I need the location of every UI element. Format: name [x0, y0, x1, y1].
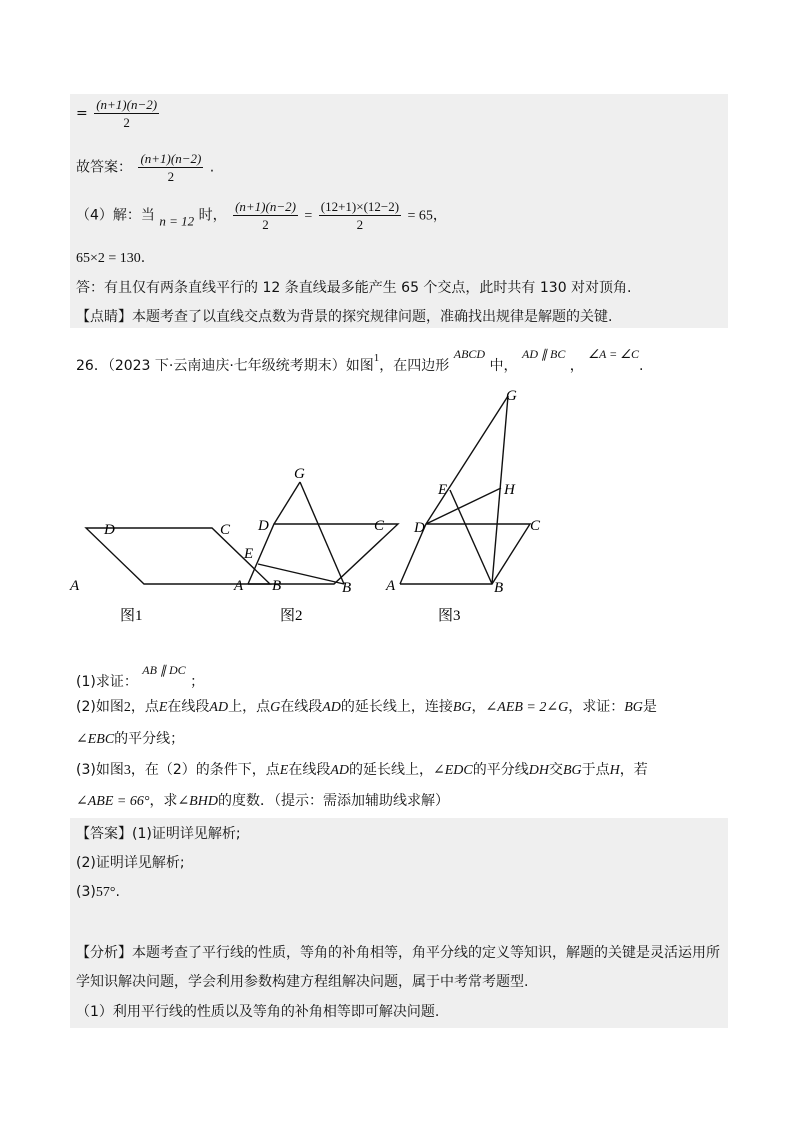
- analysis-line-2: 学知识解决问题，学会利用参数构建方程组解决问题，属于中考常考题型.: [76, 974, 529, 990]
- fig3-label: 图3: [438, 608, 461, 624]
- fig3-point-E: E: [438, 482, 448, 498]
- fraction: $\frac{(n+1)(n-2)}{2}$: [140, 151, 202, 184]
- fig2-point-A: A: [234, 578, 244, 594]
- geometry-figures: [60, 378, 620, 628]
- fig1-label: 图1: [120, 608, 143, 624]
- part-3-line1: (3)如图3，在（2）的条件下，点E在线段AD的延长线上，∠EDC的平分线DH交BG于点H，若: [76, 762, 648, 778]
- fig2-point-C: C: [374, 518, 385, 534]
- review-line: 【点睛】本题考查了以直线交点数为背景的探究规律问题，准确找出规律是解题的关键.: [76, 309, 613, 325]
- question-26-intro: 26．（2023 下·云南迪庆·七年级统考期末）如图$^1$，在四边形 ABCD 中， AD ∥ BC ， ∠A = ∠C.: [76, 347, 644, 374]
- fig2-point-D: D: [258, 518, 269, 534]
- fig2-point-B: B: [342, 580, 352, 596]
- fig3-point-G: G: [506, 388, 517, 404]
- fig3-point-B: B: [494, 580, 504, 596]
- part-2-line1: (2)如图2，点E在线段AD上，点G在线段AD的延长线上，连接BG，∠AEB = 2∠G，求证：BG是: [76, 699, 657, 715]
- fig3-point-D: D: [414, 520, 425, 536]
- frac-line: = $\frac{(n+1)(n-2)}{2}$: [76, 97, 158, 130]
- fig3-point-C: C: [530, 518, 541, 534]
- fig1-point-B: B: [272, 578, 282, 594]
- analysis-line-3: （1）利用平行线的性质以及等角的补角相等即可解决问题.: [76, 1004, 440, 1020]
- fig2-point-E: E: [244, 546, 254, 562]
- fig2-label: 图2: [280, 608, 303, 624]
- part4-line: （4）解：当 n = 12 时， $\frac{(n+1)(n-2)}{2}$ = $\frac{(12+1)\times(12-2)}{2}$ = 65，: [76, 199, 447, 232]
- part-2-line2: ∠EBC的平分线；: [76, 731, 185, 747]
- fraction: $\frac{(n+1)(n-2)}{2}$: [235, 199, 296, 232]
- fraction: $\frac{(12+1)\times(12-2)}{2}$: [320, 199, 400, 232]
- calc-line: 65×2 = 130.: [76, 250, 146, 266]
- answer-label: 【答案】(1)证明详见解析;: [76, 826, 241, 842]
- part-3-line2: ∠ABE = 66°，求∠BHD的度数．（提示：需添加辅助线求解）: [76, 793, 449, 809]
- answer-2: (2)证明详见解析;: [76, 855, 185, 871]
- part-1: (1)求证： AB ∥ DC ；: [76, 663, 205, 690]
- analysis-line-1: 【分析】本题考查了平行线的性质，等角的补角相等，角平分线的定义等知识，解题的关键是灵活运用所: [76, 945, 720, 961]
- fig2-point-G: G: [294, 466, 305, 482]
- fig1-point-A: A: [70, 578, 80, 594]
- conclusion-line: 答：有且仅有两条直线平行的 12 条直线最多能产生 65 个交点，此时共有 130 对对顶角.: [76, 280, 632, 296]
- answer-block: [70, 818, 728, 1028]
- answer-3: (3)57°.: [76, 884, 120, 900]
- fraction: $\frac{(n+1)(n-2)}{2}$: [96, 97, 158, 130]
- answer-line: 故答案： $\frac{(n+1)(n-2)}{2}$ .: [76, 151, 215, 184]
- fig3-point-H: H: [504, 482, 515, 498]
- fig1-point-C: C: [220, 522, 231, 538]
- fig1-point-D: D: [104, 522, 115, 538]
- fig3-point-A: A: [386, 578, 396, 594]
